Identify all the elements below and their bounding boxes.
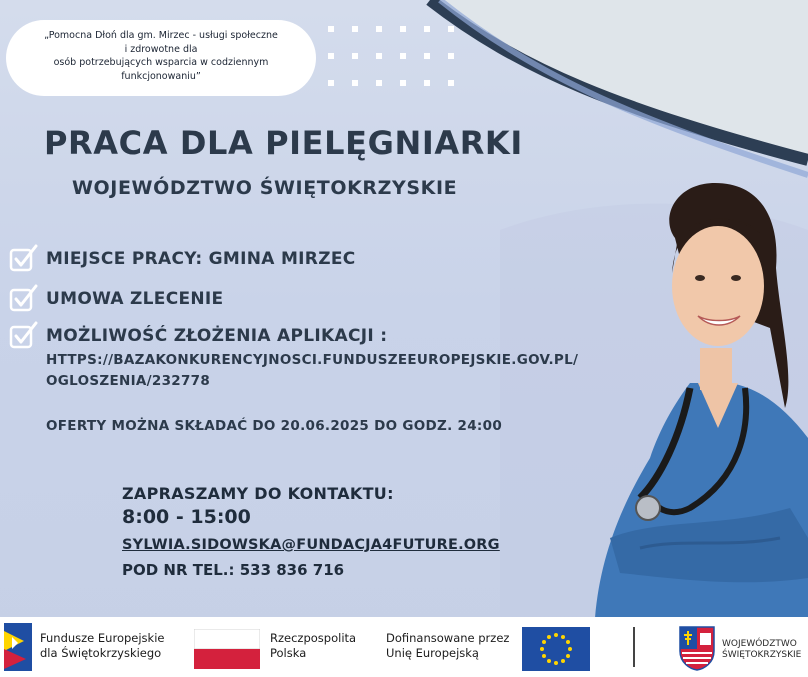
application-heading: MOŻLIWOŚĆ ZŁOŻENIA APLIKACJI :	[46, 326, 388, 346]
application-url-line1[interactable]: HTTPS://BAZAKONKURENCYJNOSCI.FUNDUSZEEUROPEJSKIE.GOV.PL/	[46, 352, 579, 368]
footer-logos	[0, 617, 808, 677]
swietokrzyskie-coat-of-arms-logo	[678, 625, 716, 671]
fe-logo-text: Fundusze Europejskie dla Świętokrzyskiego	[40, 631, 165, 660]
page-title: PRACA DLA PIELĘGNIARKI	[44, 124, 523, 162]
checkmark-box-icon	[8, 243, 40, 275]
contact-phone: POD NR TEL.: 533 836 716	[122, 561, 345, 579]
contact-email-link[interactable]: SYLWIA.SIDOWSKA@FUNDACJA4FUTURE.ORG	[122, 537, 500, 553]
decorative-dots	[328, 26, 478, 90]
job-location: MIEJSCE PRACY: GMINA MIRZEC	[46, 249, 356, 269]
rp-logo-text: Rzeczpospolita Polska	[270, 631, 357, 660]
contract-type: UMOWA ZLECENIE	[46, 289, 224, 309]
eu-flag-logo	[522, 627, 590, 671]
checkmark-box-icon	[8, 283, 40, 315]
project-name-pill: „Pomocna Dłoń dla gm. Mirzec - usługi społeczne i zdrowotne dla osób potrzebujących wsparcia w codziennym funkcjonowaniu”	[6, 20, 316, 96]
checkmark-box-icon	[8, 320, 40, 352]
page-subtitle: WOJEWÓDZTWO ŚWIĘTOKRZYSKIE	[72, 177, 458, 199]
contact-heading: ZAPRASZAMY DO KONTAKTU:	[122, 484, 394, 503]
eu-logo-text: Dofinansowane przez Unię Europejską	[386, 631, 510, 660]
footer-divider	[633, 627, 635, 667]
nurse-photo	[580, 178, 808, 618]
poland-flag-logo	[194, 629, 260, 669]
fundusze-europejskie-logo	[4, 623, 32, 671]
application-url-line2[interactable]: OGLOSZENIA/232778	[46, 373, 211, 389]
woj-logo-text: WOJEWÓDZTWO ŚWIĘTOKRZYSKIE	[722, 639, 802, 660]
contact-hours: 8:00 - 15:00	[122, 506, 251, 528]
application-deadline: OFERTY MOŻNA SKŁADAĆ DO 20.06.2025 DO GODZ. 24:00	[46, 418, 503, 434]
